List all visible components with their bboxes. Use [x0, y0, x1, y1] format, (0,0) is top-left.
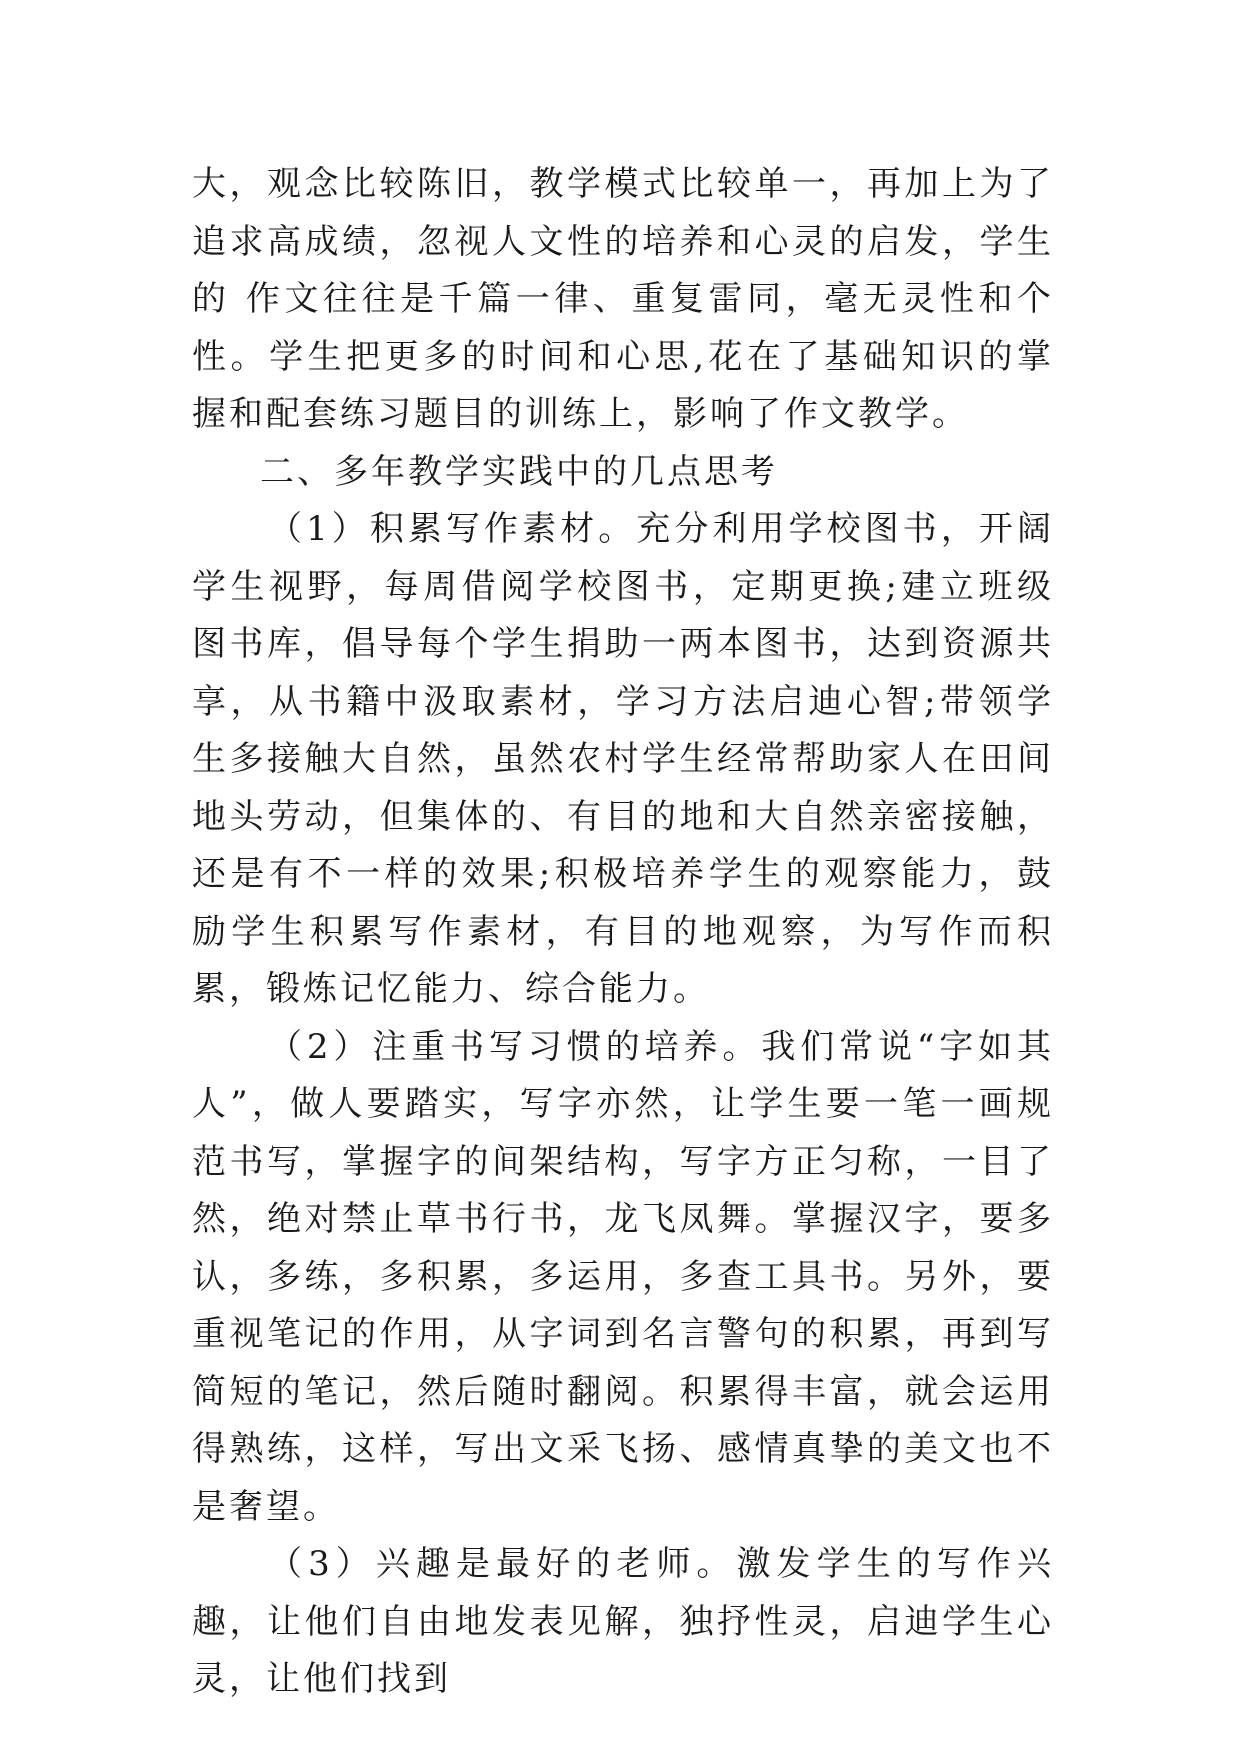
paragraph-point-2: （2）注重书写习惯的培养。我们常说“字如其人”，做人要踏实，写字亦然，让学生要一笔一画规范书写，掌握字的间架结构，写字方正匀称，一目了然，绝对禁止草书行书，龙飞凤舞。掌握汉字，要多认，多练，多积累，多运用，多查工具书。另外，要重视笔记的作用，从字词到名言警句的积累，再到写简短的笔记，然后随时翻阅。积累得丰富，就会运用得熟练，这样，写出文采飞扬、感情真挚的美文也不是奢望。: [192, 1026, 1054, 1527]
section-heading: 二、多年教学实践中的几点思考: [260, 451, 778, 492]
paragraph-point-3: （3）兴趣是最好的老师。激发学生的写作兴趣，让他们自由地发表见解，独抒性灵，启迪学生心灵，让他们找到: [192, 1544, 1054, 1699]
paragraph-point-1: （1）积累写作素材。充分利用学校图书，开阔学生视野，每周借阅学校图书，定期更换;建立班级图书库，倡导每个学生捐助一两本图书，达到资源共享，从书籍中汲取素材，学习方法启迪心智;带领学生多接触大自然，虽然农村学生经常帮助家人在田间地头劳动，但集体的、有目的地和大自然亲密接触，还是有不一样的效果;积极培养学生的观察能力，鼓励学生积累写作素材，有目的地观察，为写作而积累，锻炼记忆能力、综合能力。: [192, 509, 1054, 1009]
document-body: [192, 156, 1054, 1709]
paragraph-continuation: 大，观念比较陈旧，教学模式比较单一，再加上为了追求高成绩，忽视人文性的培养和心灵的启发，学生的 作文往往是千篇一律、重复雷同，毫无灵性和个性。学生把更多的时间和心思,花在了基础知识的掌握和配套练习题目的训练上，影响了作文教学。: [192, 164, 1054, 434]
